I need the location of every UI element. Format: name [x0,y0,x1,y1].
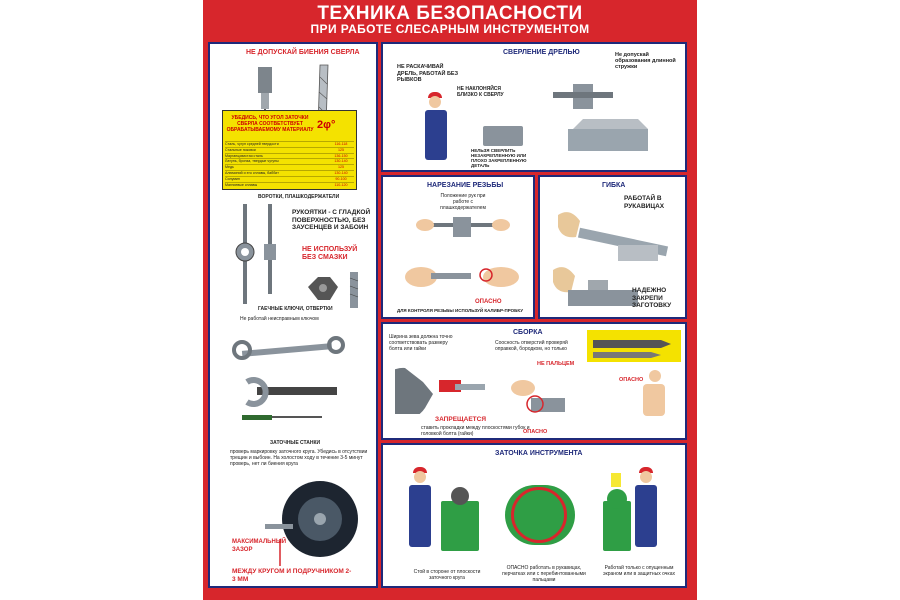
assembly-panel [381,322,687,440]
gloves-note: РАБОТАЙ В РУКАВИЦАХ [624,195,665,210]
sharpening-caption-1: Стой в стороне от плоскости заточного круга [413,569,481,581]
assembly-danger-label-1: ОПАСНО [523,429,548,435]
drilling-note-lean: НЕ НАКЛОНЯЙСЯ БЛИЗКО К СВЕРЛУ [457,86,504,98]
wrench-header: ГАЕЧНЫЕ КЛЮЧИ, ОТВЕРТКИ [258,306,333,312]
threading-control-note: ДЛЯ КОНТРОЛЯ РЕЗЬБЫ ИСПОЛЬЗУЙ КАЛИБР-ПРОБКУ [397,308,524,313]
no-fingers-label: НЕ ПАЛЬЦЕМ [537,361,575,367]
drill-press-illustration [543,74,683,154]
drill-table-material: Магниевые сплавы [225,182,258,187]
drill-runout-header: НЕ ДОПУСКАЙ БИЕНИЯ СВЕРЛА [246,49,360,56]
drilling-panel [381,42,687,172]
forbidden-label: ЗАПРЕЩАЕТСЯ [435,416,487,423]
drill-table-row [225,176,354,182]
drilling-worker [423,92,473,164]
drill-table-row [225,170,354,176]
wrench-note: Не работай неисправным ключом [240,316,319,322]
sharpening-worker-1 [405,467,495,557]
poster-subtitle: ПРИ РАБОТЕ СЛЕСАРНЫМ ИНСТРУМЕНТОМ [310,22,590,36]
safety-poster [203,0,697,600]
sharpening-header: ЗАТОЧКА ИНСТРУМЕНТА [495,450,583,457]
finger-alignment-illustration [501,372,571,422]
drill-table-material: Стальные поковки [225,147,256,152]
drill-table-angle: 130-140 [334,170,348,175]
threading-danger-illustration [391,257,531,297]
assembly-header: СБОРКА [513,329,543,336]
assembly-worker [629,368,679,434]
assembly-note-jaw: Ширина зева должна точно соответствовать размеру болта или гайки [389,334,453,352]
bending-header: ГИБКА [602,182,626,189]
drill-table-material: Марганцовистая сталь [225,153,263,158]
drill-table-row [225,147,354,153]
handles-note: РУКОЯТКИ - С ГЛАДКОЙ ПОВЕРХНОСТЬЮ, БЕЗ ЗАУСЕНЦЕВ И ЗАБОИН [292,209,371,231]
drill-table-row [225,158,354,164]
no-grease-warning: НЕ ИСПОЛЬЗУЙ БЕЗ СМАЗКИ [302,246,358,261]
drill-table-row [225,141,354,147]
drill-table-material: Латунь, бронза, твердые чугуны [225,159,279,164]
sharpening-worker-3 [599,467,683,557]
threading-panel [381,175,535,319]
secure-note: НАДЕЖНО ЗАКРЕПИ ЗАГОТОВКУ [632,287,672,309]
drill-table-angle: 130-140 [334,159,348,164]
drill-table-angle: 125 [338,165,344,170]
drilling-warning: НЕЛЬЗЯ СВЕРЛИТЬ НЕЗАКРЕПЛЕННУЮ ИЛИ ПЛОХО ЗАКРЕПЛЕННУЮ ДЕТАЛЬ [471,148,527,168]
assembly-note-align: Соосность отверстий проверяй оправкой, бородком, но только [495,340,568,352]
tap-wrench-illustration [230,204,290,304]
drill-table-row [225,164,354,170]
drill-angle-table [222,110,357,190]
drill-table-angle: 125 [338,147,344,152]
long-chip-note: Не допускай образования длинной стружки [615,52,676,70]
grinder-header: ЗАТОЧНЫЕ СТАНКИ [270,440,321,446]
assembly-danger-label-2: ОПАСНО [619,377,644,383]
poster-title: ТЕХНИКА БЕЗОПАСНОСТИ [317,3,583,24]
drill-table-material: Алюминий и его сплавы, баббит [225,170,279,175]
drill-table-material: Медь [225,165,234,170]
alignment-tool-illustration [591,334,677,360]
wrench-jaw-illustration [395,358,485,414]
bending-panel [538,175,687,319]
drilling-header: СВЕРЛЕНИЕ ДРЕЛЬЮ [503,49,580,56]
threading-header: НАРЕЗАНИЕ РЕЗЬБЫ [427,182,504,189]
vorotki-header: ВОРОТКИ, ПЛАШКОДЕРЖАТЕЛИ [258,194,340,200]
drill-table-row [225,153,354,159]
sharpening-caption-3: Работай только с опущенным экраном или в защитных очках [603,565,675,577]
threading-danger-label: ОПАСНО [475,299,502,305]
left-panel [208,42,378,588]
drill-table-material: Силумин [225,176,240,181]
grinding-wheel-illustration [260,474,370,569]
drill-table-material: Сталь, чугун средней твердости [225,142,279,146]
drill-table-row [225,182,354,188]
wrench-illustration [232,327,362,427]
sharpening-gloves-danger [501,475,581,555]
threading-hands-illustration [413,211,513,251]
drill-angle-symbol: 2φ° [317,119,336,131]
grinder-note: проверь маркировку заточного круга. Убедись в отсутствии трещин и выбоин. На холостом ходу в течение 3-5 минут проверь, нет ли биения круга [230,449,368,467]
sharpening-caption-2: ОПАСНО работать в рукавицах, перчатках или с перебинтованными пальцами [502,565,586,583]
drill-table-angle: 90-100 [335,176,347,181]
drilling-vise [483,126,523,146]
threading-hands-note: Положение рук при работе с плашкодержателем [440,193,486,211]
drilling-note-swing: НЕ РАСКАЧИВАЙ ДРЕЛЬ, РАБОТАЙ БЕЗ РЫВКОВ [397,64,459,83]
gap-value: МЕЖДУ КРУГОМ И ПОДРУЧНИКОМ 2-3 ММ [232,568,352,583]
sharpening-panel [381,443,687,588]
drill-table-rows [225,141,354,187]
drill-table-angle: 110-120 [334,182,348,187]
drill-table-angle: 116-118 [334,142,348,146]
forbidden-note: ставить прокладки между плоскостями губок и головкой болта (гайки) [421,425,530,437]
gap-label: МАКСИМАЛЬНЫЙ ЗАЗОР [232,539,287,553]
drill-table-heading: УБЕДИСЬ, ЧТО УГОЛ ЗАТОЧКИ СВЕРЛА СООТВЕТСТВУЕТ ОБРАБАТЫВАЕМОМУ МАТЕРИАЛУ [226,115,314,133]
drill-table-angle: 136-150 [334,153,348,158]
